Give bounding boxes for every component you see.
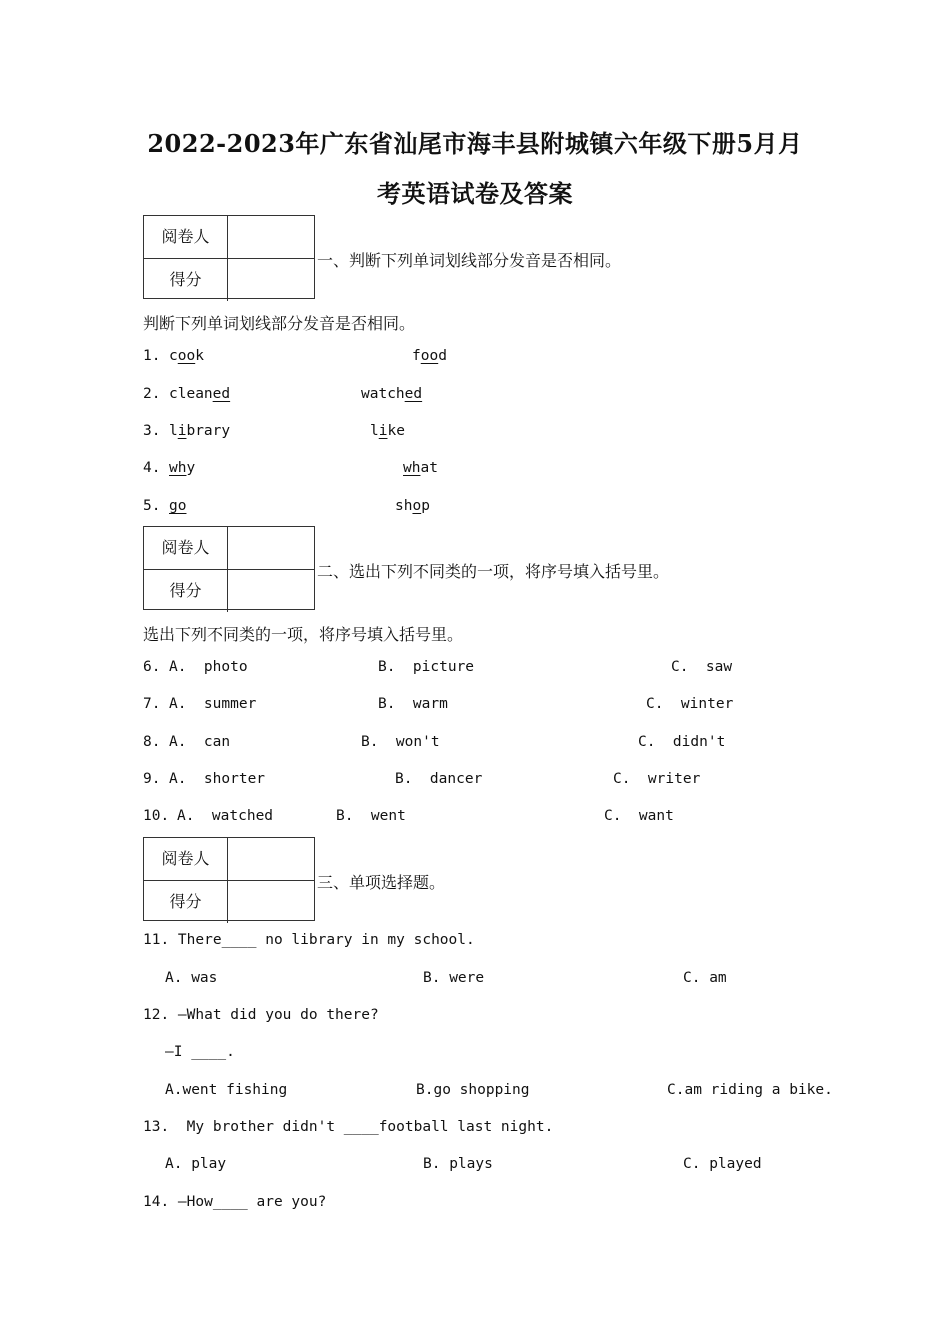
question-10-option-b: B. went xyxy=(336,808,406,824)
pronunciation-item-2: 2. xyxy=(143,386,161,402)
question-12-option-a: A.went fishing xyxy=(165,1082,288,1098)
score-label: 得分 xyxy=(144,881,228,923)
question-14-stem: 14. —How____ are you? xyxy=(143,1194,327,1210)
question-7-option-b: B. warm xyxy=(378,696,448,712)
document-title-line-2: 考英语试卷及答案 xyxy=(377,179,573,208)
pronunciation-item-5: 5. xyxy=(143,498,161,514)
item-1-word-2: food xyxy=(412,348,447,364)
reviewer-cell xyxy=(228,838,314,880)
question-13-option-a: A. play xyxy=(165,1156,227,1172)
question-7-number: 7. xyxy=(143,696,161,712)
question-11-stem: 11. There____ no library in my school. xyxy=(143,932,475,948)
item-4-word-1: why xyxy=(169,460,196,476)
score-label: 得分 xyxy=(144,570,228,612)
item-1-word-1: cook xyxy=(169,348,204,364)
question-13-option-c: C. played xyxy=(683,1156,762,1172)
section-2-instruction: 选出下列不同类的一项，将序号填入括号里。 xyxy=(143,625,464,644)
section-3-heading: 三、单项选择题。 xyxy=(317,873,446,892)
question-7-option-a: A. summer xyxy=(169,696,257,712)
reviewer-cell xyxy=(228,216,314,258)
section-1-heading: 一、判断下列单词划线部分发音是否相同。 xyxy=(317,251,622,270)
question-8-number: 8. xyxy=(143,734,161,750)
item-3-word-2: like xyxy=(370,423,405,439)
question-9-option-c: C. writer xyxy=(613,771,701,787)
score-box-section-1 xyxy=(143,215,315,299)
question-6-number: 6. xyxy=(143,659,161,675)
question-13-stem: 13. My brother didn't ____football last night. xyxy=(143,1119,554,1135)
score-box-section-3 xyxy=(143,837,315,921)
section-2-heading: 二、选出下列不同类的一项，将序号填入括号里。 xyxy=(317,562,670,581)
question-12-reply: —I ____. xyxy=(165,1044,235,1060)
item-2-word-1: cleaned xyxy=(169,386,231,402)
reviewer-cell xyxy=(228,527,314,569)
pronunciation-item-3: 3. xyxy=(143,423,161,439)
question-6-option-c: C. saw xyxy=(671,659,733,675)
item-5-word-1: go xyxy=(169,498,187,514)
question-8-option-b: B. won't xyxy=(361,734,440,750)
item-5-word-2: shop xyxy=(395,498,430,514)
question-11-option-a: A. was xyxy=(165,970,218,986)
item-3-word-1: library xyxy=(169,423,231,439)
question-12-option-c: C.am riding a bike. xyxy=(667,1082,833,1098)
question-9-option-b: B. dancer xyxy=(395,771,483,787)
question-9-option-a: A. shorter xyxy=(169,771,266,787)
question-7-option-c: C. winter xyxy=(646,696,734,712)
score-label: 得分 xyxy=(144,259,228,301)
question-13-option-b: B. plays xyxy=(423,1156,493,1172)
reviewer-label: 阅卷人 xyxy=(144,216,228,258)
score-cell xyxy=(228,570,314,612)
question-11-option-c: C. am xyxy=(683,970,727,986)
question-12-stem: 12. —What did you do there? xyxy=(143,1007,379,1023)
question-11-option-b: B. were xyxy=(423,970,485,986)
item-4-word-2: what xyxy=(403,460,438,476)
section-1-instruction: 判断下列单词划线部分发音是否相同。 xyxy=(143,314,416,333)
question-10-option-a: A. watched xyxy=(177,808,274,824)
question-10-number: 10. xyxy=(143,808,170,824)
pronunciation-item-1: 1. xyxy=(143,348,161,364)
item-2-word-2: watched xyxy=(361,386,423,402)
question-12-option-b: B.go shopping xyxy=(416,1082,530,1098)
question-6-option-b: B. picture xyxy=(378,659,475,675)
score-box-section-2 xyxy=(143,526,315,610)
question-8-option-a: A. can xyxy=(169,734,231,750)
question-6-option-a: A. photo xyxy=(169,659,248,675)
pronunciation-item-4: 4. xyxy=(143,460,161,476)
score-cell xyxy=(228,259,314,301)
score-cell xyxy=(228,881,314,923)
question-8-option-c: C. didn't xyxy=(638,734,726,750)
reviewer-label: 阅卷人 xyxy=(144,838,228,880)
question-9-number: 9. xyxy=(143,771,161,787)
question-10-option-c: C. want xyxy=(604,808,674,824)
reviewer-label: 阅卷人 xyxy=(144,527,228,569)
document-title-line-1: 2022-2023年广东省汕尾市海丰县附城镇六年级下册5月月 xyxy=(147,129,803,158)
